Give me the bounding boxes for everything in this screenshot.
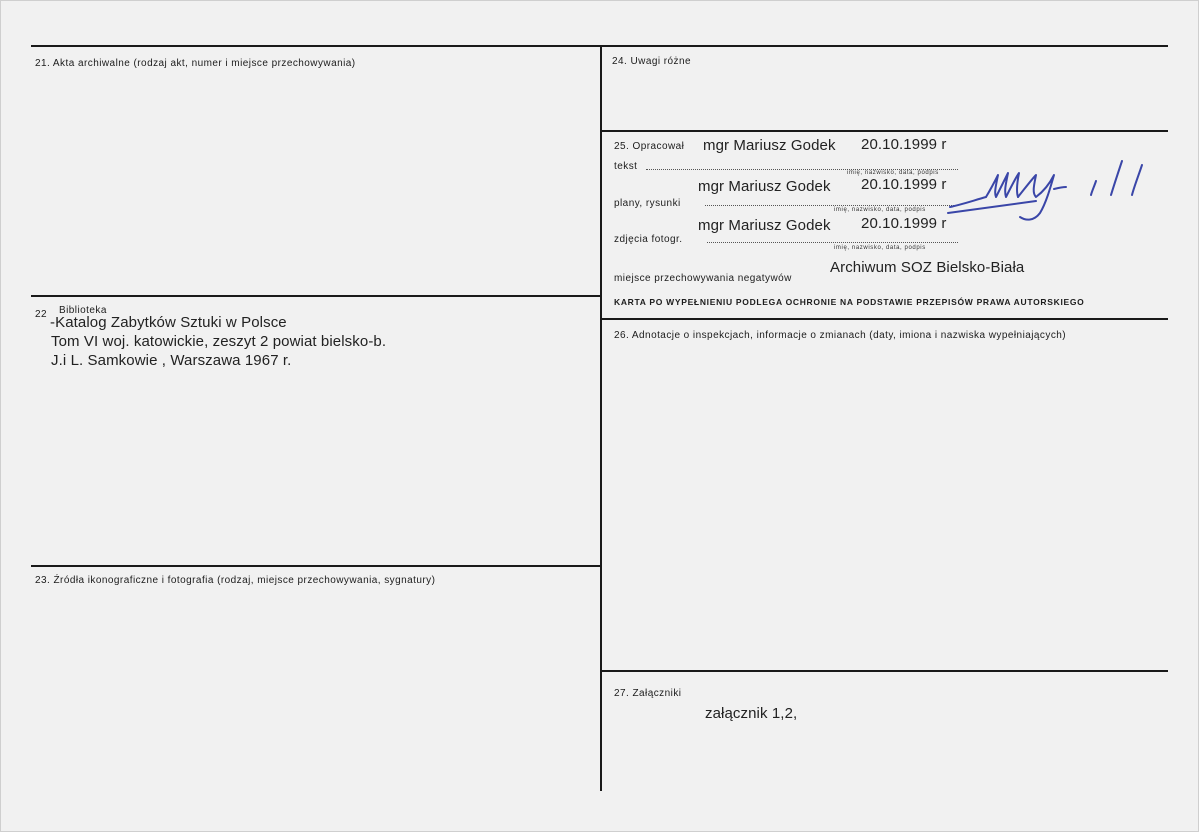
handwritten-signature [946,151,1176,231]
section-27-label: 27. Załączniki [614,688,682,699]
right-rule-27 [601,670,1168,672]
left-rule-22 [31,295,601,297]
prepared-plans-date: 20.10.1999 r [861,176,947,193]
section-22-line-1: -Katalog Zabytków Sztuki w Polsce [50,314,287,331]
negatives-storage-label: miejsce przechowywania negatywów [614,273,792,284]
negatives-storage-value: Archiwum SOZ Bielsko-Biała [830,259,1025,276]
prepared-plans-name: mgr Mariusz Godek [698,178,831,195]
prepared-plans-dotted-line [705,205,958,206]
prepared-photos-date: 20.10.1999 r [861,215,947,232]
prepared-photos-hint: imię, nazwisko, data, podpis [834,245,926,251]
prepared-text-hint: imię, nazwisko, data, podpis [847,170,939,176]
section-22-number: 22 [35,309,48,320]
left-rule-23 [31,565,601,567]
right-rule-26 [601,318,1168,320]
section-26-label: 26. Adnotacje o inspekcjach, informacje o zmianach (daty, imiona i nazwiska wypełniających) [614,330,1067,341]
section-22-line-3: J.i L. Samkowie , Warszawa 1967 r. [51,352,292,369]
prepared-photos-name: mgr Mariusz Godek [698,217,831,234]
prepared-text-date: 20.10.1999 r [861,136,947,153]
section-22-label: Biblioteka [59,305,107,316]
section-24-label: 24. Uwagi różne [612,56,692,67]
prepared-plans-label: plany, rysunki [614,198,681,209]
prepared-text-name: mgr Mariusz Godek [703,137,836,154]
section-22-line-2: Tom VI woj. katowickie, zeszyt 2 powiat bielsko-b. [51,333,387,350]
section-25-label: 25. Opracował [614,141,685,152]
section-23-label: 23. Źródła ikonograficzne i fotografia (rodzaj, miejsce przechowywania, sygnatury) [35,575,436,586]
copyright-notice: KARTA PO WYPEŁNIENIU PODLEGA OCHRONIE NA PODSTAWIE PRZEPISÓW PRAWA AUTORSKIEGO [614,297,1085,307]
prepared-text-label: tekst [614,161,638,172]
prepared-plans-hint: imię, nazwisko, data, podpis [834,207,926,213]
section-21-label: 21. Akta archiwalne (rodzaj akt, numer i miejsce przechowywania) [35,58,356,69]
column-divider [600,45,602,791]
prepared-photos-label: zdjęcia fotogr. [614,234,683,245]
right-rule-25 [601,130,1168,132]
section-27-value: załącznik 1,2, [705,705,798,722]
prepared-photos-dotted-line [707,242,958,243]
